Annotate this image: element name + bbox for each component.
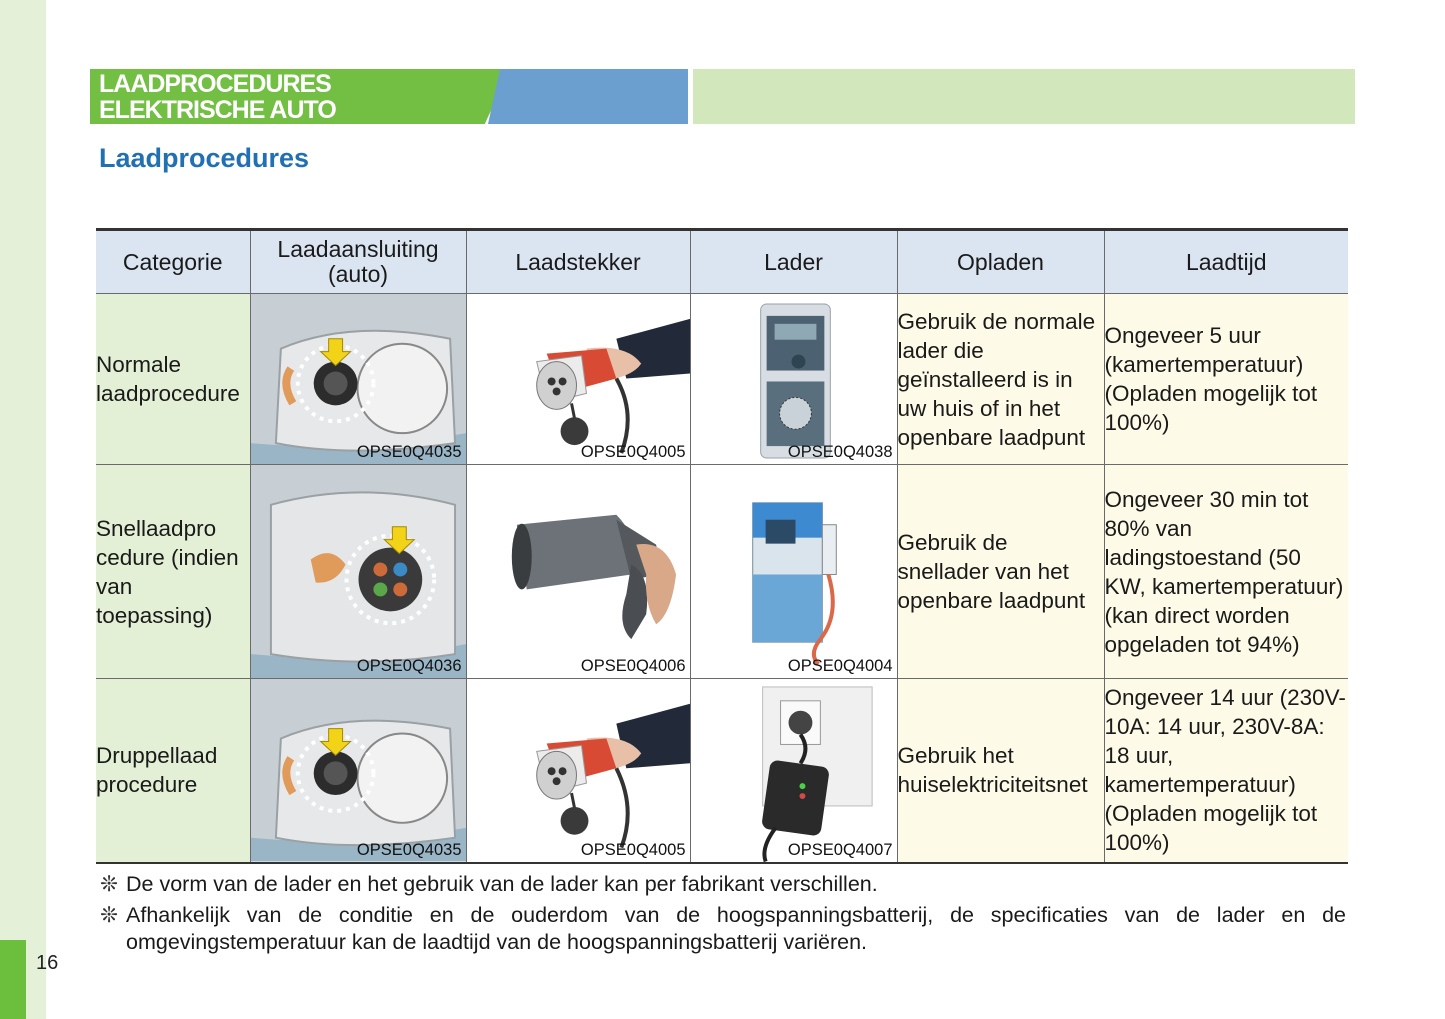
charger-image [690,679,897,863]
time-cell: Ongeveer 5 uur (kamertemperatuur) (Opladen mogelijk tot 100%) [1104,294,1348,465]
charging-cell: Gebruik de normale lader die geïnstalleerd is in uw huis of in het openbare laadpunt [897,294,1104,465]
col-header-charging: Opladen [897,230,1104,294]
fast-plug-illustration [467,465,690,678]
left-page-stripe [0,0,46,1019]
col-header-charger: Lader [690,230,897,294]
portable-charger-illustration [691,679,897,862]
charger-image [690,294,897,465]
category-cell: Normale laadprocedure [96,294,250,465]
car-socket-illustration [251,294,466,464]
table-header-row [96,230,1348,294]
image-code: OPSE0Q4036 [356,657,462,675]
charging-procedures-table [96,228,1348,864]
fast-socket-illustration [251,465,466,678]
wall-charger-illustration [691,294,897,464]
image-code: OPSE0Q4007 [787,840,893,859]
time-cell: Ongeveer 14 uur (230V-10A: 14 uur, 230V-8A: 18 uur, kamertemperatuur) (Opladen mogelijk tot 100%) [1104,679,1348,863]
time-cell: Ongeveer 30 min tot 80% van ladingstoestand (50 KW, kamertemperatuur) (kan direct worden opgeladen tot 94%) [1104,465,1348,679]
category-cell: Snellaadpro cedure (indien van toepassing) [96,465,250,679]
plug-image [466,465,690,679]
header-light-band [693,69,1355,124]
col-header-category: Categorie [96,230,250,294]
footnote [100,902,1346,956]
footnote-text: De vorm van de lader en het gebruik van de lader kan per fabrikant verschillen. [126,872,878,896]
table-row [96,465,1348,679]
footnote [100,871,1346,898]
image-code: OPSE0Q4035 [356,840,462,859]
category-cell: Druppellaad procedure [96,679,250,863]
page-tab [0,940,26,1019]
image-code: OPSE0Q4006 [580,657,686,675]
fast-charger-illustration [691,465,897,678]
image-code: OPSE0Q4004 [787,657,893,675]
footnotes [100,871,1346,960]
image-code: OPSE0Q4005 [580,840,686,859]
note-mark-icon: ❊ [100,903,119,927]
footnote-text: Afhankelijk van de conditie en de ouderdom van de hoogspanningsbatterij, de specificaties van de lader en de omgevingstemperatuur kan de laadtijd van de hoogspanningsbatterij variëren. [126,903,1346,954]
charging-cell: Gebruik het huiselektriciteitsnet [897,679,1104,863]
car-socket-image [250,465,466,679]
image-code: OPSE0Q4038 [787,443,893,461]
image-code: OPSE0Q4005 [580,443,686,461]
car-socket-image [250,294,466,465]
col-header-plug: Laadstekker [466,230,690,294]
table-row [96,679,1348,863]
page-number: 16 [36,952,59,974]
header-blue-band [488,69,688,124]
charging-cell: Gebruik de snellader van het openbare laadpunt [897,465,1104,679]
col-header-car-socket: Laadaansluiting (auto) [250,230,466,294]
charger-image [690,465,897,679]
col-header-time: Laadtijd [1104,230,1348,294]
chapter-title [99,71,336,123]
trickle-socket-illustration [251,679,466,862]
section-title: Laadprocedures [99,143,310,173]
trickle-plug-illustration [467,679,690,862]
car-socket-image [250,679,466,863]
image-code: OPSE0Q4035 [356,443,462,461]
plug-image [466,679,690,863]
chapter-title-line2: ELEKTRISCHE AUTO [99,96,336,124]
table-row [96,294,1348,465]
note-mark-icon: ❊ [100,872,119,896]
plug-image [466,294,690,465]
chapter-title-line1: LAADPROCEDURES [99,70,331,98]
charging-plug-illustration [467,294,690,464]
